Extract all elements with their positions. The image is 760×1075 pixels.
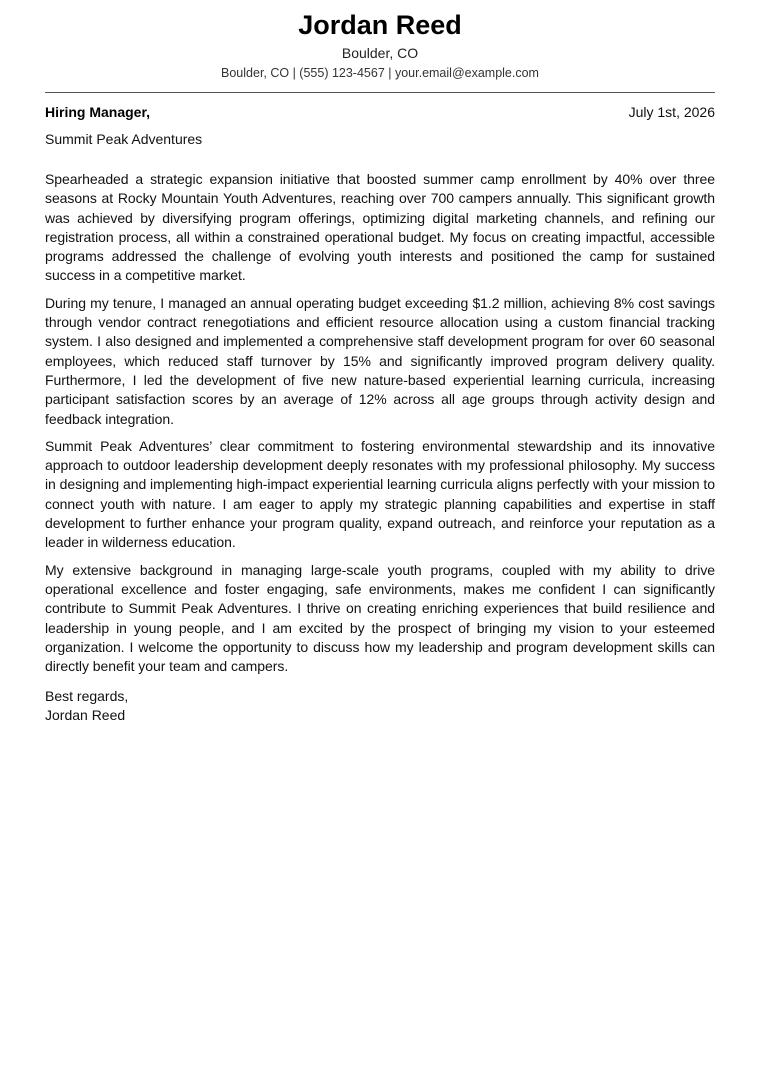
- letter-date: July 1st, 2026: [628, 104, 715, 120]
- closing-phrase: Best regards,: [45, 688, 129, 705]
- recipient-date-row: [45, 103, 715, 121]
- header-divider: [45, 92, 715, 93]
- applicant-contact-line: Boulder, CO | (555) 123-4567 | your.email@example.com: [221, 66, 539, 80]
- letter-header: [45, 0, 715, 81]
- recipient-company: Summit Peak Adventures: [45, 131, 203, 147]
- body-paragraph-3: Summit Peak Adventures’ clear commitment to fostering environmental stewardship and its innovative approach to outdoor leadership development deeply resonates with my professional philosophy. My success in designing and implementing high-impact experiential learning curricula aligns perfectly with your mission to connect youth with nature. I am eager to apply my strategic planning capabilities and expertise in staff development to further enhance your program quality, expand outreach, and reinforce your reputation as a leader in wilderness education.: [45, 437, 715, 551]
- applicant-name: Jordan Reed: [298, 10, 462, 40]
- body-paragraph-4: My extensive background in managing large-scale youth programs, coupled with my ability to drive operational excellence and foster engaging, safe environments, makes me confident I can significantly contribute to Summit Peak Adventures. I thrive on creating enriching experiences that build resilience and leadership in young people, and I am excited by the prospect of bringing my vision to your esteemed organization. I welcome the opportunity to discuss how my leadership and program development skills can directly benefit your team and campers.: [45, 561, 715, 675]
- recipient-salutation: Hiring Manager,: [45, 104, 151, 120]
- letter-closing-block: [45, 687, 715, 725]
- letter-body: [45, 170, 715, 676]
- applicant-location: Boulder, CO: [341, 45, 419, 61]
- body-paragraph-2: During my tenure, I managed an annual operating budget exceeding $1.2 million, achieving 8% cost savings through vendor contract renegotiations and efficient resource allocation using a custom financial tracking system. I also designed and implemented a comprehensive staff development program for over 60 seasonal employees, which reduced staff turnover by 15% and significantly improved program delivery quality. Furthermore, I led the development of five new nature-based experiential learning curricula, increasing participant satisfaction scores by an average of 12% across all age groups through activity design and feedback integration.: [45, 294, 715, 427]
- body-paragraph-1: Spearheaded a strategic expansion initiative that boosted summer camp enrollment by 40% over three seasons at Rocky Mountain Youth Adventures, reaching over 700 campers annually. This significant growth was achieved by diversifying program offerings, optimizing digital marketing channels, and refining our registration process, all within a constrained operational budget. My focus on creating impactful, accessible programs addressed the challenge of evolving youth interests and positioned the camp for sustained success in a competitive market.: [45, 171, 715, 284]
- signature-name: Jordan Reed: [45, 707, 126, 724]
